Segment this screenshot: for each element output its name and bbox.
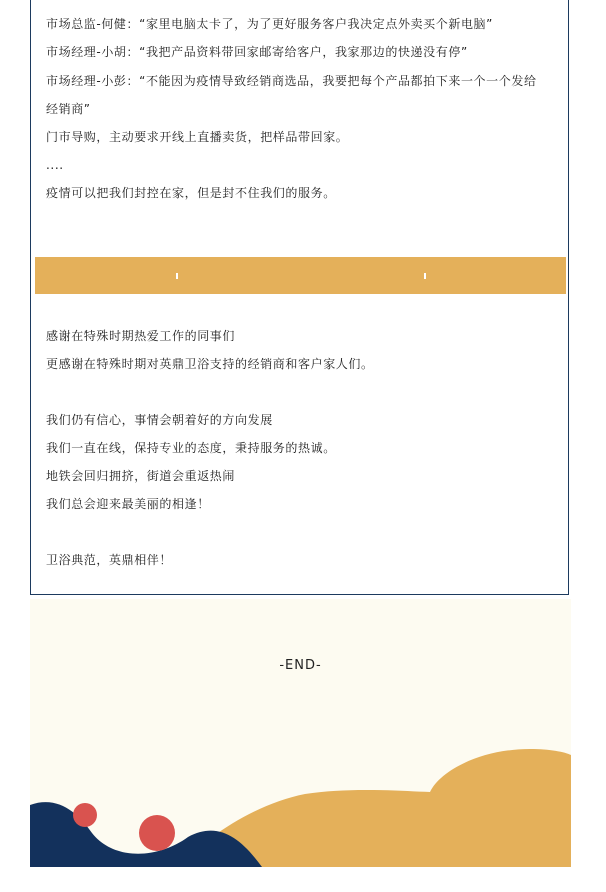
slogan: 卫浴典范，英鼎相伴！ [46,553,173,567]
thanks-line-2: 更感谢在特殊时期对英鼎卫浴支持的经销商和客户家人们。 [46,357,374,371]
thanks-line-1: 感谢在特殊时期热爱工作的同事们 [46,329,236,343]
belief-line-1: 我们仍有信心，事情会朝着好的方向发展 [46,413,273,427]
belief-line-3: 地铁会回归拥挤，街道会重返热闹 [46,469,236,483]
banner-tick-mark [176,273,178,279]
end-marker: -END- [279,658,322,673]
quote-line-2: 市场经理-小胡：“我把产品资料带回家邮寄给客户，我家那边的快递没有停” [46,45,468,59]
large-red-circle [139,815,175,851]
small-red-circle [73,803,97,827]
footer-section [30,599,571,867]
quote-line-1: 市场总监-何健：“家里电脑太卡了，为了更好服务客户我决定点外卖买个新电脑” [46,17,493,31]
decorative-landscape-illustration [30,599,571,867]
ellipsis-line: .... [46,158,64,172]
quote-line-6: 疫情可以把我们封控在家，但是封不住我们的服务。 [46,186,336,200]
belief-line-4: 我们总会迎来最美丽的相逢！ [46,497,210,511]
belief-line-2: 我们一直在线，保持专业的态度，秉持服务的热诚。 [46,441,336,455]
article-card [30,0,569,595]
quote-line-3: 市场经理-小彭：“不能因为疫情导致经销商选品，我要把每个产品都拍下来一个一个发给 [46,74,537,88]
quote-line-5: 门市导购，主动要求开线上直播卖货，把样品带回家。 [46,130,349,144]
banner-tick-mark [424,273,426,279]
quote-line-4: 经销商” [46,102,91,116]
section-divider-banner [35,257,566,294]
